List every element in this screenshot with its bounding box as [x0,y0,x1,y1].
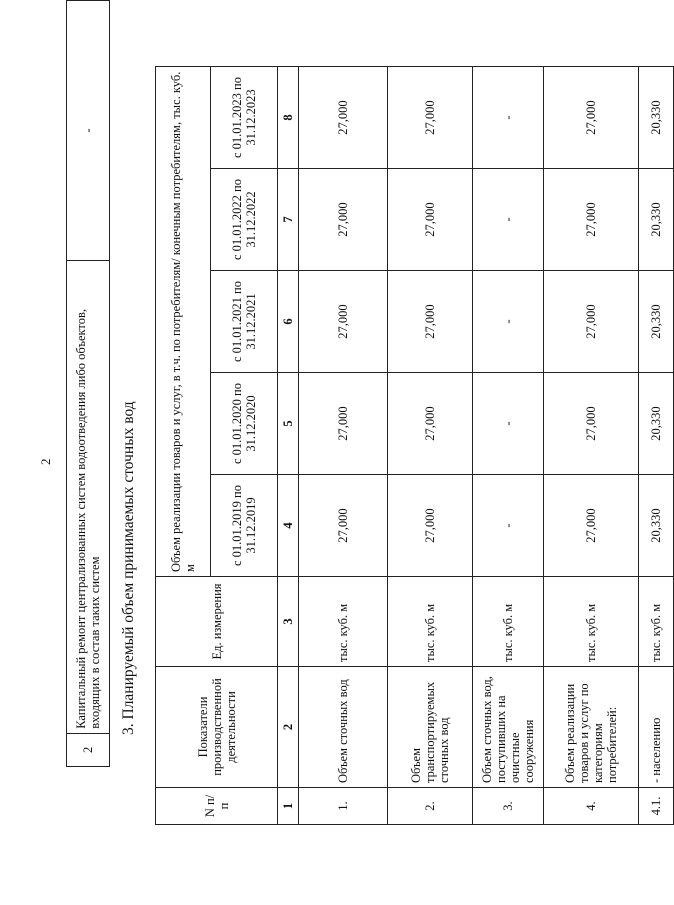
table-row [544,67,639,825]
table-row [473,67,544,825]
row-value: 20,330 [639,67,674,169]
row-value: 27,000 [299,169,388,271]
row-value: - [67,1,110,261]
row-indicator: - населению [639,667,674,788]
row-no: 4.1. [639,788,674,825]
table-row [639,67,674,825]
row-value: - [473,373,544,475]
row-unit: тыс. куб. м [388,577,473,667]
row-indicator: Объем транспортируемых сточных вод [388,667,473,788]
row-value: 27,000 [544,373,639,475]
header-period-2019: с 01.01.2019 по 31.12.2019 [211,475,278,577]
row-value: 20,330 [639,169,674,271]
header-row [156,67,211,825]
table-row [388,67,473,825]
row-no: 2. [388,788,473,825]
row-description: Капитальный ремонт централизованных систем водоотведения либо объектов, входящих в состав таких систем [67,261,110,734]
row-value: 27,000 [544,67,639,169]
page-number: 2 [38,458,53,465]
row-indicator: Объем сточных вод, поступивших на очистные сооружения [473,667,544,788]
column-number: 5 [278,373,299,475]
row-value: 27,000 [299,475,388,577]
row-indicator: Объем сточных вод [299,667,388,788]
table-row [67,1,110,767]
wastewater-volume-table [155,66,674,825]
table-row [299,67,388,825]
header-group: Объем реализации товаров и услуг, в т.ч. по потребителям/ конечным потребителям, тыс. куб. м [156,67,211,577]
row-no: 3. [473,788,544,825]
section-title: 3. Планируемый объем принимаемых сточных вод [120,401,137,735]
row-value: 27,000 [388,271,473,373]
row-value: 27,000 [299,271,388,373]
row-value: - [473,67,544,169]
row-value: 27,000 [544,475,639,577]
row-value: - [473,271,544,373]
row-value: 27,000 [544,271,639,373]
row-value: 27,000 [388,169,473,271]
capital-repair-table [66,0,110,767]
header-unit: Ед. измерения [156,577,278,667]
row-unit: тыс. куб. м [639,577,674,667]
header-period-2022: с 01.01.2022 по 31.12.2022 [211,169,278,271]
column-number: 8 [278,67,299,169]
row-value: 27,000 [299,373,388,475]
column-number: 4 [278,475,299,577]
row-no: 4. [544,788,639,825]
row-value: - [473,169,544,271]
row-value: - [473,475,544,577]
row-no: 1. [299,788,388,825]
column-number: 2 [278,667,299,788]
row-value: 20,330 [639,475,674,577]
row-unit: тыс. куб. м [299,577,388,667]
row-indicator: Объем реализации товаров и услуг по категориям потребителей: [544,667,639,788]
header-period-2023: с 01.01.2023 по 31.12.2023 [211,67,278,169]
row-value: 27,000 [388,475,473,577]
row-value: 20,330 [639,373,674,475]
header-indicator: Показатели производственной деятельности [156,667,278,788]
row-value: 20,330 [639,271,674,373]
header-no: N п/п [156,788,278,825]
column-numbers-row [278,67,299,825]
row-unit: тыс. куб. м [544,577,639,667]
column-number: 1 [278,788,299,825]
row-value: 27,000 [388,373,473,475]
row-number: 2 [67,733,110,766]
header-period-2021: с 01.01.2021 по 31.12.2021 [211,271,278,373]
row-value: 27,000 [544,169,639,271]
column-number: 7 [278,169,299,271]
header-period-2020: с 01.01.2020 по 31.12.2020 [211,373,278,475]
column-number: 6 [278,271,299,373]
row-value: 27,000 [299,67,388,169]
column-number: 3 [278,577,299,667]
row-unit: тыс. куб. м [473,577,544,667]
row-value: 27,000 [388,67,473,169]
